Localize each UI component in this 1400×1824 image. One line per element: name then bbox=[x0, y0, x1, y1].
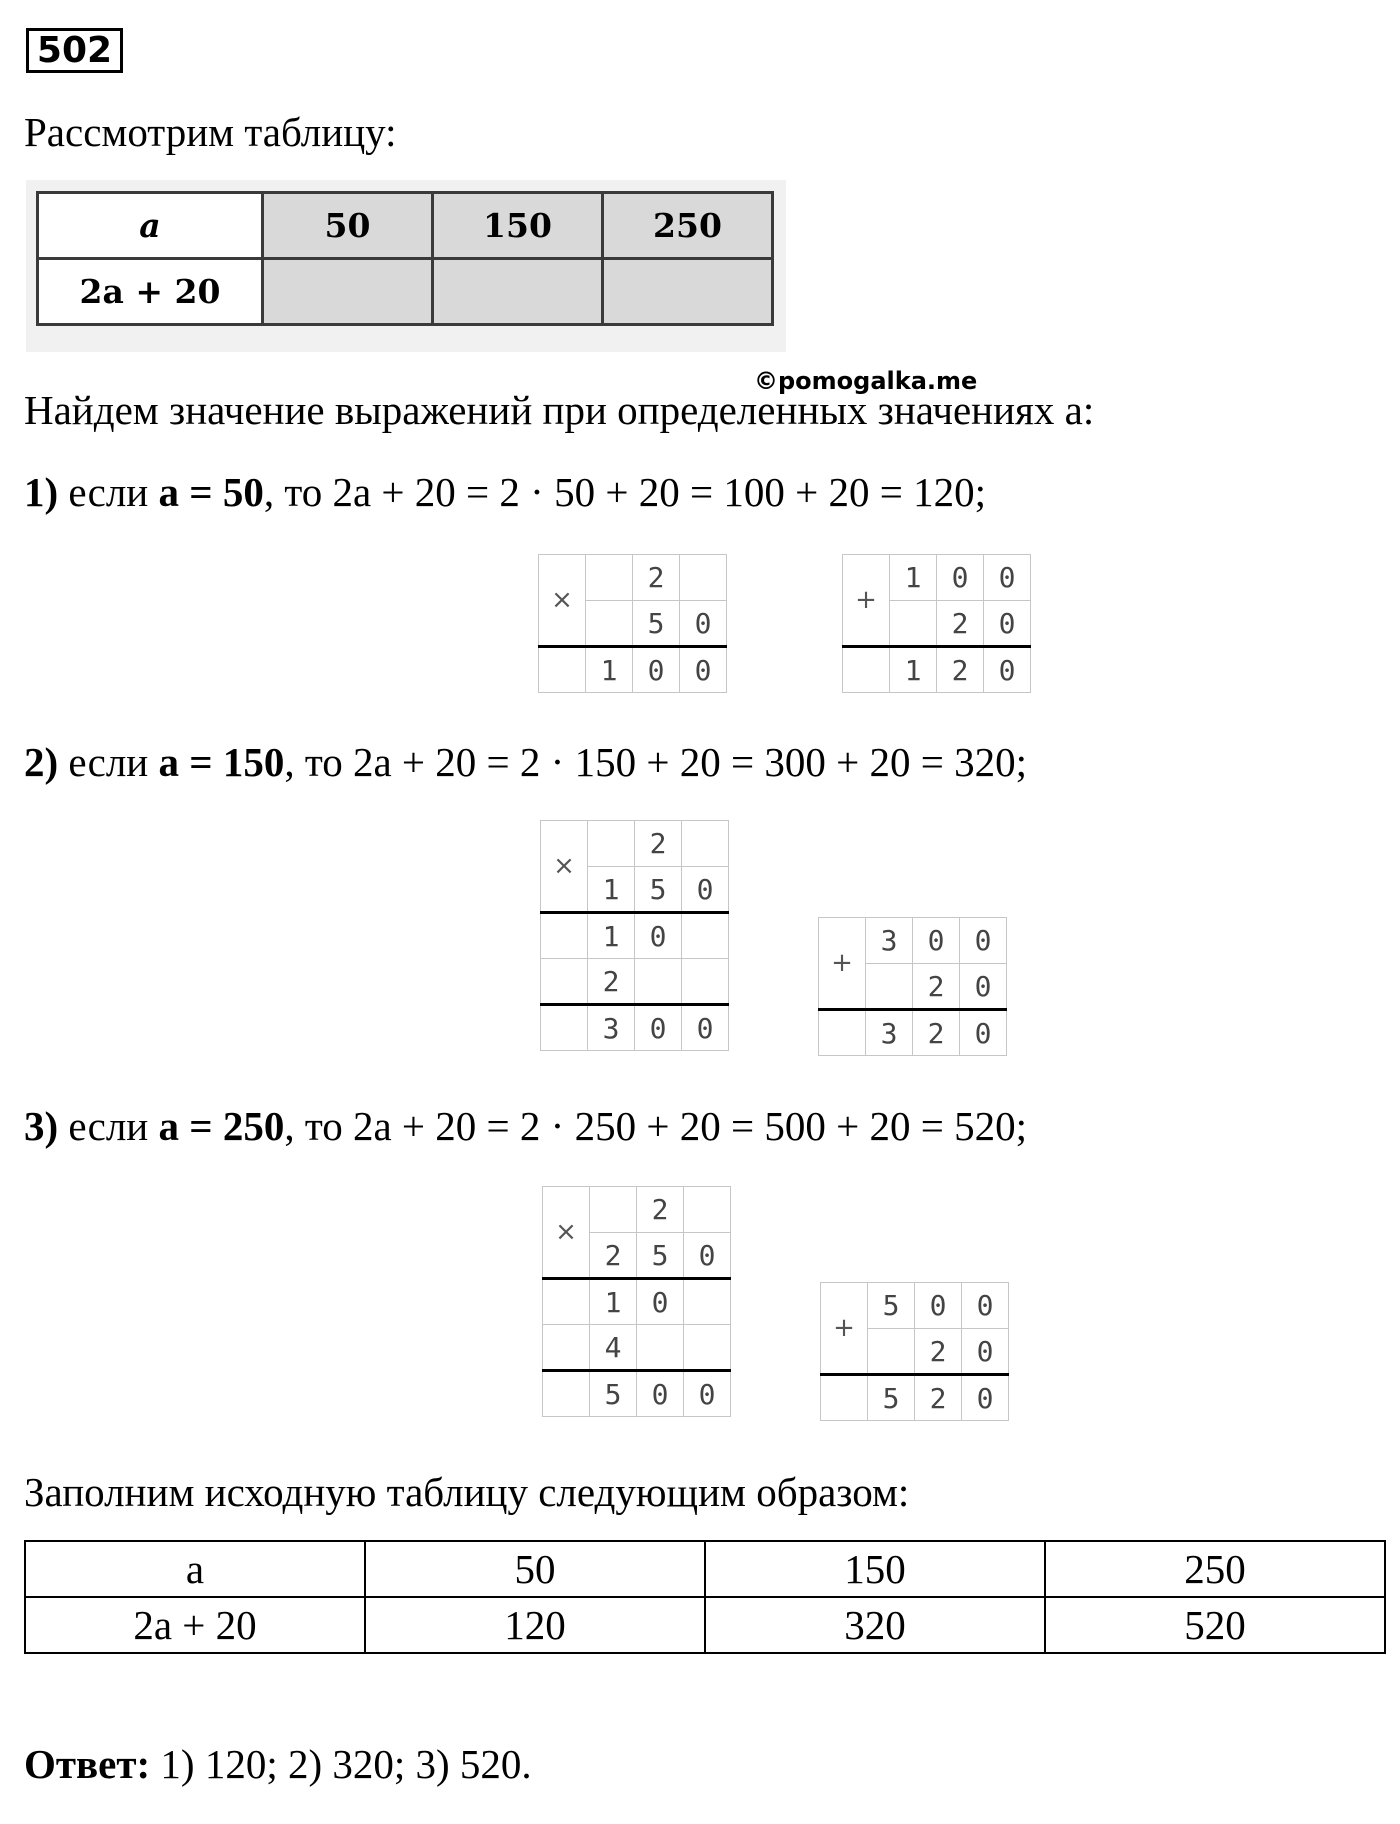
textbook-header-value: 250 bbox=[603, 193, 773, 259]
grid-row bbox=[543, 1279, 731, 1325]
grid-row bbox=[543, 1187, 731, 1233]
digit-cell: 2 bbox=[637, 1187, 684, 1233]
digit-cell: 5 bbox=[868, 1375, 915, 1421]
digit-cell: 2 bbox=[635, 821, 682, 867]
digit-cell bbox=[890, 601, 937, 647]
digit-cell bbox=[586, 601, 633, 647]
digit-cell: 2 bbox=[913, 964, 960, 1010]
digit-cell: 0 bbox=[635, 913, 682, 959]
digit-cell: 1 bbox=[590, 1279, 637, 1325]
digit-cell: 0 bbox=[962, 1329, 1009, 1375]
grid-row bbox=[821, 1375, 1009, 1421]
digit-cell: 0 bbox=[915, 1283, 962, 1329]
grid-row bbox=[819, 1010, 1007, 1056]
digit-cell: 5 bbox=[637, 1233, 684, 1279]
digit-cell: 2 bbox=[633, 555, 680, 601]
digit-cell bbox=[682, 959, 729, 1005]
digit-cell: 5 bbox=[868, 1283, 915, 1329]
operation-sign: × bbox=[539, 555, 586, 647]
grid-cell bbox=[541, 959, 588, 1005]
result-header-value: 150 bbox=[705, 1541, 1045, 1597]
digit-cell bbox=[635, 959, 682, 1005]
grid-cell bbox=[539, 647, 586, 693]
addition-grid-1 bbox=[842, 554, 1031, 693]
digit-cell: 0 bbox=[682, 1005, 729, 1051]
task-number: 502 bbox=[26, 28, 123, 73]
grid-row bbox=[843, 555, 1031, 601]
textbook-header-variable: a bbox=[38, 193, 263, 259]
grid-cell bbox=[541, 1005, 588, 1051]
digit-cell: 1 bbox=[588, 913, 635, 959]
digit-cell: 2 bbox=[590, 1233, 637, 1279]
digit-cell bbox=[868, 1329, 915, 1375]
digit-cell bbox=[637, 1325, 684, 1371]
case-number: 1) bbox=[24, 469, 59, 515]
case-computation: , то 2а + 20 = 2 · 250 + 20 = 500 + 20 = 520; bbox=[284, 1103, 1027, 1149]
multiplication-grid-3 bbox=[542, 1186, 731, 1417]
case-computation: , то 2а + 20 = 2 · 50 + 20 = 100 + 20 = 120; bbox=[263, 469, 986, 515]
digit-cell: 5 bbox=[635, 867, 682, 913]
digit-cell bbox=[682, 913, 729, 959]
grid-cell bbox=[543, 1325, 590, 1371]
intro-text: Рассмотрим таблицу: bbox=[24, 109, 397, 155]
digit-cell bbox=[684, 1325, 731, 1371]
watermark: ©pomogalka.me bbox=[754, 367, 978, 395]
fill-text: Заполним исходную таблицу следующим образом: bbox=[24, 1469, 910, 1515]
case-condition: а = 250 bbox=[158, 1103, 285, 1149]
grid-row bbox=[539, 647, 727, 693]
digit-cell: 0 bbox=[984, 647, 1031, 693]
digit-cell: 0 bbox=[962, 1375, 1009, 1421]
digit-cell: 3 bbox=[588, 1005, 635, 1051]
digit-cell: 5 bbox=[633, 601, 680, 647]
find-text: Найдем значение выражений при определенных значениях а: bbox=[24, 387, 1095, 433]
grid-cell bbox=[541, 913, 588, 959]
digit-cell bbox=[682, 821, 729, 867]
digit-cell: 0 bbox=[635, 1005, 682, 1051]
operation-sign: × bbox=[543, 1187, 590, 1279]
digit-cell: 0 bbox=[960, 918, 1007, 964]
textbook-empty-cell bbox=[433, 259, 603, 325]
multiplication-grid-2 bbox=[540, 820, 729, 1051]
grid-row bbox=[541, 821, 729, 867]
digit-cell: 2 bbox=[913, 1010, 960, 1056]
digit-cell: 0 bbox=[684, 1233, 731, 1279]
textbook-empty-cell bbox=[603, 259, 773, 325]
addition-grid-3 bbox=[820, 1282, 1009, 1421]
textbook-header-value: 150 bbox=[433, 193, 603, 259]
grid-cell bbox=[543, 1371, 590, 1417]
textbook-header-value: 50 bbox=[263, 193, 433, 259]
grid-row bbox=[541, 913, 729, 959]
grid-row bbox=[843, 647, 1031, 693]
digit-cell: 1 bbox=[588, 867, 635, 913]
grid-row bbox=[821, 1283, 1009, 1329]
digit-cell: 2 bbox=[915, 1375, 962, 1421]
digit-cell bbox=[680, 555, 727, 601]
case-2-line bbox=[24, 738, 1027, 786]
digit-cell bbox=[588, 821, 635, 867]
case-3-line bbox=[24, 1102, 1027, 1150]
result-header-value: 50 bbox=[365, 1541, 705, 1597]
grid-cell bbox=[819, 1010, 866, 1056]
digit-cell bbox=[590, 1187, 637, 1233]
digit-cell: 3 bbox=[866, 918, 913, 964]
case-word: если bbox=[58, 739, 159, 785]
answer-text: 1) 120; 2) 320; 3) 520. bbox=[150, 1741, 532, 1787]
digit-cell: 3 bbox=[866, 1010, 913, 1056]
answer-label: Ответ: bbox=[24, 1741, 151, 1787]
digit-cell: 0 bbox=[680, 647, 727, 693]
digit-cell: 4 bbox=[590, 1325, 637, 1371]
case-1-line bbox=[24, 468, 986, 516]
textbook-table bbox=[36, 191, 774, 326]
digit-cell: 0 bbox=[913, 918, 960, 964]
textbook-row-label: 2a + 20 bbox=[38, 259, 263, 325]
digit-cell: 1 bbox=[890, 555, 937, 601]
result-header-value: 250 bbox=[1045, 1541, 1385, 1597]
digit-cell: 0 bbox=[680, 601, 727, 647]
case-condition: а = 50 bbox=[158, 469, 264, 515]
grid-row bbox=[539, 555, 727, 601]
digit-cell bbox=[684, 1279, 731, 1325]
case-word: если bbox=[58, 1103, 159, 1149]
digit-cell: 0 bbox=[984, 555, 1031, 601]
case-condition: а = 150 bbox=[158, 739, 285, 785]
result-value: 320 bbox=[705, 1597, 1045, 1653]
digit-cell: 2 bbox=[915, 1329, 962, 1375]
grid-row bbox=[541, 959, 729, 1005]
result-value: 520 bbox=[1045, 1597, 1385, 1653]
case-word: если bbox=[58, 469, 159, 515]
digit-cell: 0 bbox=[960, 1010, 1007, 1056]
case-computation: , то 2а + 20 = 2 · 150 + 20 = 300 + 20 = 320; bbox=[284, 739, 1027, 785]
multiplication-grid-1 bbox=[538, 554, 727, 693]
case-number: 3) bbox=[24, 1103, 59, 1149]
result-row-label: 2а + 20 bbox=[25, 1597, 365, 1653]
grid-row bbox=[819, 918, 1007, 964]
textbook-empty-cell bbox=[263, 259, 433, 325]
grid-row bbox=[541, 1005, 729, 1051]
operation-sign: + bbox=[843, 555, 890, 647]
digit-cell: 0 bbox=[684, 1371, 731, 1417]
digit-cell: 0 bbox=[682, 867, 729, 913]
grid-row bbox=[543, 1325, 731, 1371]
grid-cell bbox=[843, 647, 890, 693]
grid-cell bbox=[543, 1279, 590, 1325]
digit-cell: 0 bbox=[633, 647, 680, 693]
digit-cell: 0 bbox=[962, 1283, 1009, 1329]
digit-cell: 0 bbox=[984, 601, 1031, 647]
digit-cell: 1 bbox=[890, 647, 937, 693]
digit-cell: 0 bbox=[637, 1371, 684, 1417]
digit-cell: 2 bbox=[937, 601, 984, 647]
grid-cell bbox=[821, 1375, 868, 1421]
answer-line bbox=[24, 1740, 532, 1788]
result-value: 120 bbox=[365, 1597, 705, 1653]
result-table bbox=[24, 1540, 1386, 1654]
digit-cell: 0 bbox=[637, 1279, 684, 1325]
digit-cell bbox=[866, 964, 913, 1010]
digit-cell: 2 bbox=[588, 959, 635, 1005]
digit-cell bbox=[684, 1187, 731, 1233]
digit-cell: 0 bbox=[960, 964, 1007, 1010]
case-number: 2) bbox=[24, 739, 59, 785]
digit-cell: 1 bbox=[586, 647, 633, 693]
addition-grid-2 bbox=[818, 917, 1007, 1056]
operation-sign: + bbox=[821, 1283, 868, 1375]
operation-sign: × bbox=[541, 821, 588, 913]
digit-cell: 5 bbox=[590, 1371, 637, 1417]
grid-row bbox=[543, 1371, 731, 1417]
digit-cell: 0 bbox=[937, 555, 984, 601]
result-header-variable: а bbox=[25, 1541, 365, 1597]
digit-cell bbox=[586, 555, 633, 601]
operation-sign: + bbox=[819, 918, 866, 1010]
digit-cell: 2 bbox=[937, 647, 984, 693]
